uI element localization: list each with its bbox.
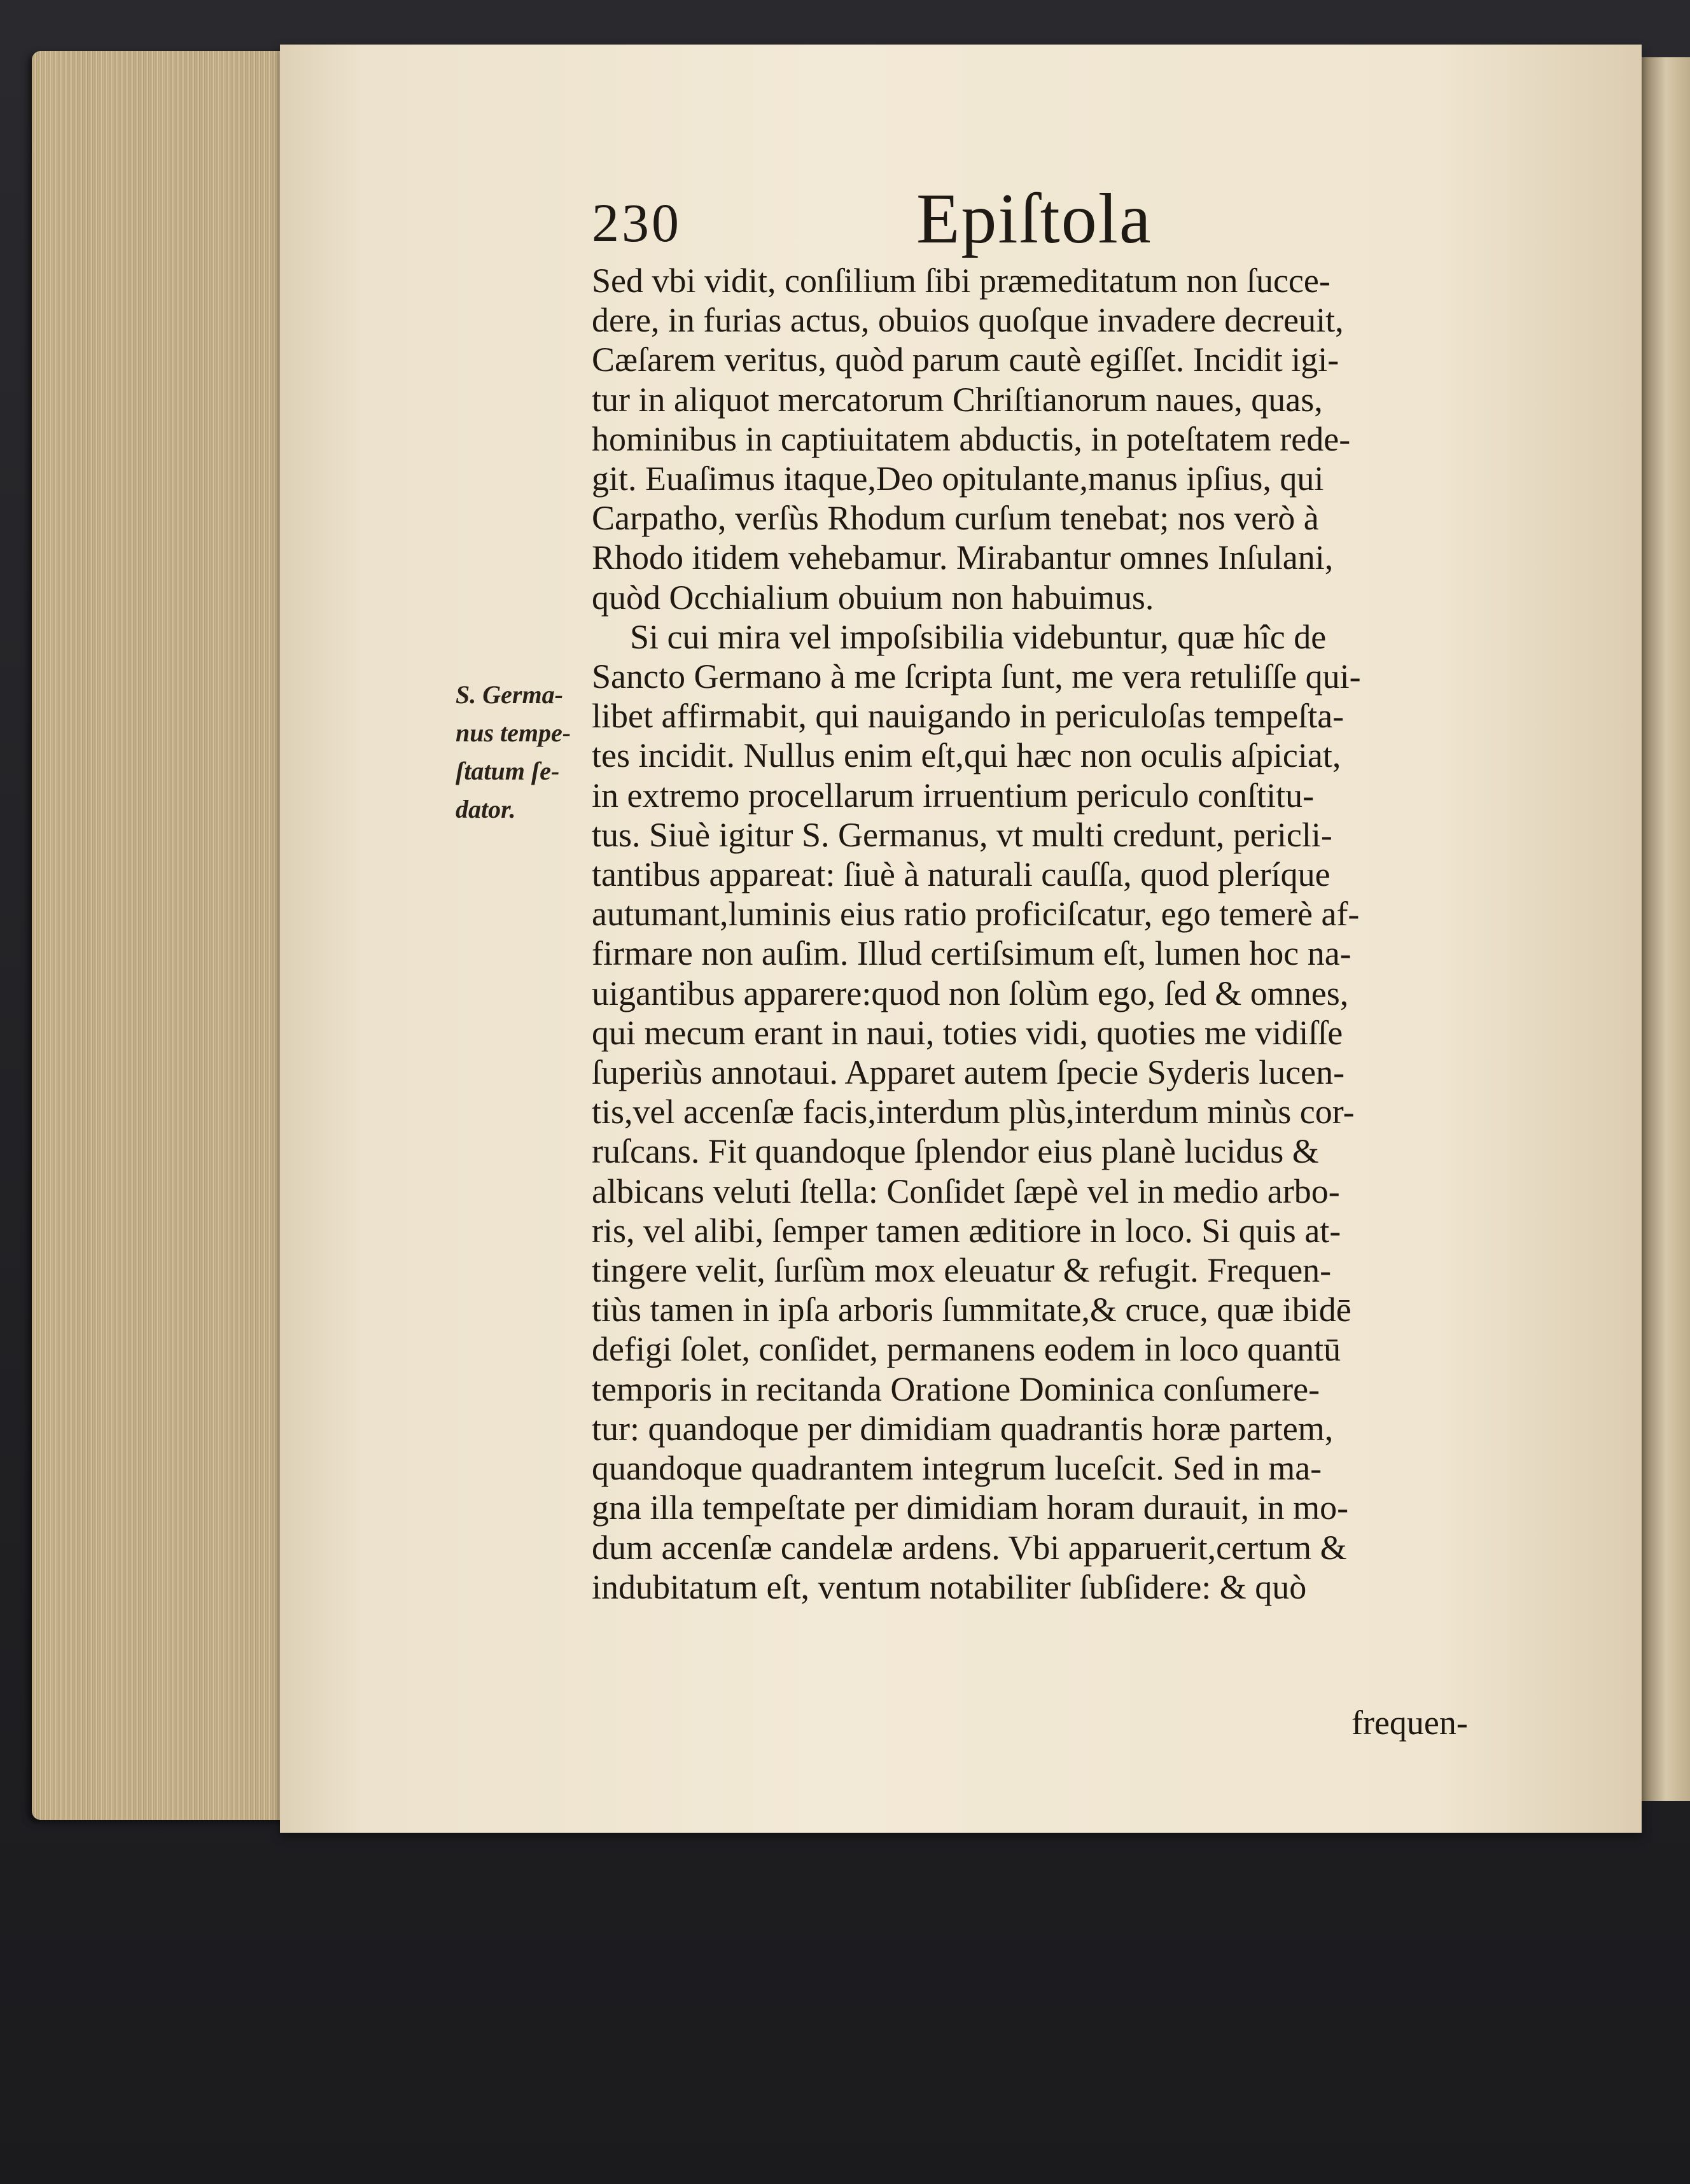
text-line: ſuperiùs annotaui. Apparet autem ſpecie Syderis lucen- [592, 1053, 1345, 1092]
text-line: uigantibus apparere:quod non ſolùm ego, ſed & omnes, [592, 974, 1349, 1012]
text-line: quandoque quadrantem integrum luceſcit. Sed in ma- [592, 1449, 1322, 1488]
margin-note-line: nus tempe- [456, 718, 571, 747]
margin-note-line: S. Germa- [456, 680, 563, 709]
text-line: Rhodo itidem vehebamur. Mirabantur omnes Inſulani, [592, 538, 1334, 577]
text-line: gna illa tempeſtate per dimidiam horam durauit, in mo- [592, 1488, 1349, 1527]
text-line: Carpatho, verſùs Rhodum curſum tenebat; nos verò à [592, 499, 1319, 538]
text-line: tur in aliquot mercatorum Chriſtianorum naues, quas, [592, 380, 1323, 419]
page-number: 230 [592, 192, 681, 253]
running-title: Epiſtola [916, 179, 1152, 258]
text-line: hominibus in captiuitatem abductis, in poteſtatem rede- [592, 419, 1351, 458]
body-text [592, 261, 1495, 1607]
text-line: tingere velit, ſurſùm mox eleuatur & refugit. Frequen- [592, 1251, 1332, 1290]
text-line: git. Euaſimus itaque,Deo opitulante,manus ipſius, qui [592, 459, 1324, 498]
page-header [585, 178, 1489, 261]
text-line: quòd Occhialium obuium non habuimus. [592, 578, 1154, 617]
text-line: tantibus appareat: ſiuè à naturali cauſſa, quod pleríque [592, 855, 1330, 894]
text-line: indubitatum eſt, ventum notabiliter ſubſidere: & quò [592, 1567, 1307, 1606]
text-line: ruſcans. Fit quandoque ſplendor eius planè lucidus & [592, 1132, 1319, 1171]
text-line: firmare non auſim. Illud certiſsimum eſt, lumen hoc na- [592, 934, 1351, 973]
text-line: libet affirmabit, qui nauigando in periculoſas tempeſta- [592, 697, 1344, 736]
text-line: tis,vel accenſæ facis,interdum plùs,interdum minùs cor- [592, 1093, 1355, 1131]
text-line: tiùs tamen in ipſa arboris ſummitate,& cruce, quæ ibidē [592, 1291, 1351, 1329]
margin-note-line: ſtatum ſe- [456, 757, 560, 785]
text-line: albicans veluti ſtella: Conſidet ſæpè vel in medio arbo- [592, 1172, 1340, 1210]
text-line: temporis in recitanda Oratione Dominica conſumere- [592, 1369, 1320, 1408]
text-line: Sancto Germano à me ſcripta ſunt, me vera retuliſſe qui- [592, 657, 1361, 696]
text-line: Cæſarem veritus, quòd parum cautè egiſſet. Incidit igi- [592, 340, 1339, 379]
text-line: tus. Siuè igitur S. Germanus, vt multi credunt, pericli- [592, 815, 1332, 854]
text-line: Si cui mira vel impoſsibilia videbuntur, quæ hîc de [630, 617, 1327, 656]
catchword: frequen- [1351, 1704, 1468, 1742]
text-line: qui mecum erant in naui, toties vidi, quoties me vidiſſe [592, 1013, 1343, 1052]
text-line: dere, in furias actus, obuios quoſque invadere decreuit, [592, 301, 1344, 340]
text-line: in extremo procellarum irruentium periculo conſtitu- [592, 776, 1315, 815]
text-line: dum accenſæ candelæ ardens. Vbi apparuerit,certum & [592, 1528, 1347, 1567]
margin-note [456, 676, 583, 829]
facing-page-edge [1642, 57, 1690, 1801]
text-line: defigi ſolet, conſidet, permanens eodem in loco quantū [592, 1330, 1341, 1369]
text-line: Sed vbi vidit, conſilium ſibi præmeditatum non ſucce- [592, 262, 1330, 300]
book-fore-edge [32, 51, 299, 1820]
margin-note-line: dator. [456, 795, 516, 823]
text-line: autumant,luminis eius ratio proficiſcatur, ego temerè af- [592, 895, 1360, 934]
text-line: ris, vel alibi, ſemper tamen æditiore in loco. Si quis at- [592, 1211, 1341, 1250]
text-line: tur: quandoque per dimidiam quadrantis horæ partem, [592, 1409, 1334, 1448]
text-line: tes incidit. Nullus enim eſt,qui hæc non oculis aſpiciat, [592, 736, 1341, 775]
